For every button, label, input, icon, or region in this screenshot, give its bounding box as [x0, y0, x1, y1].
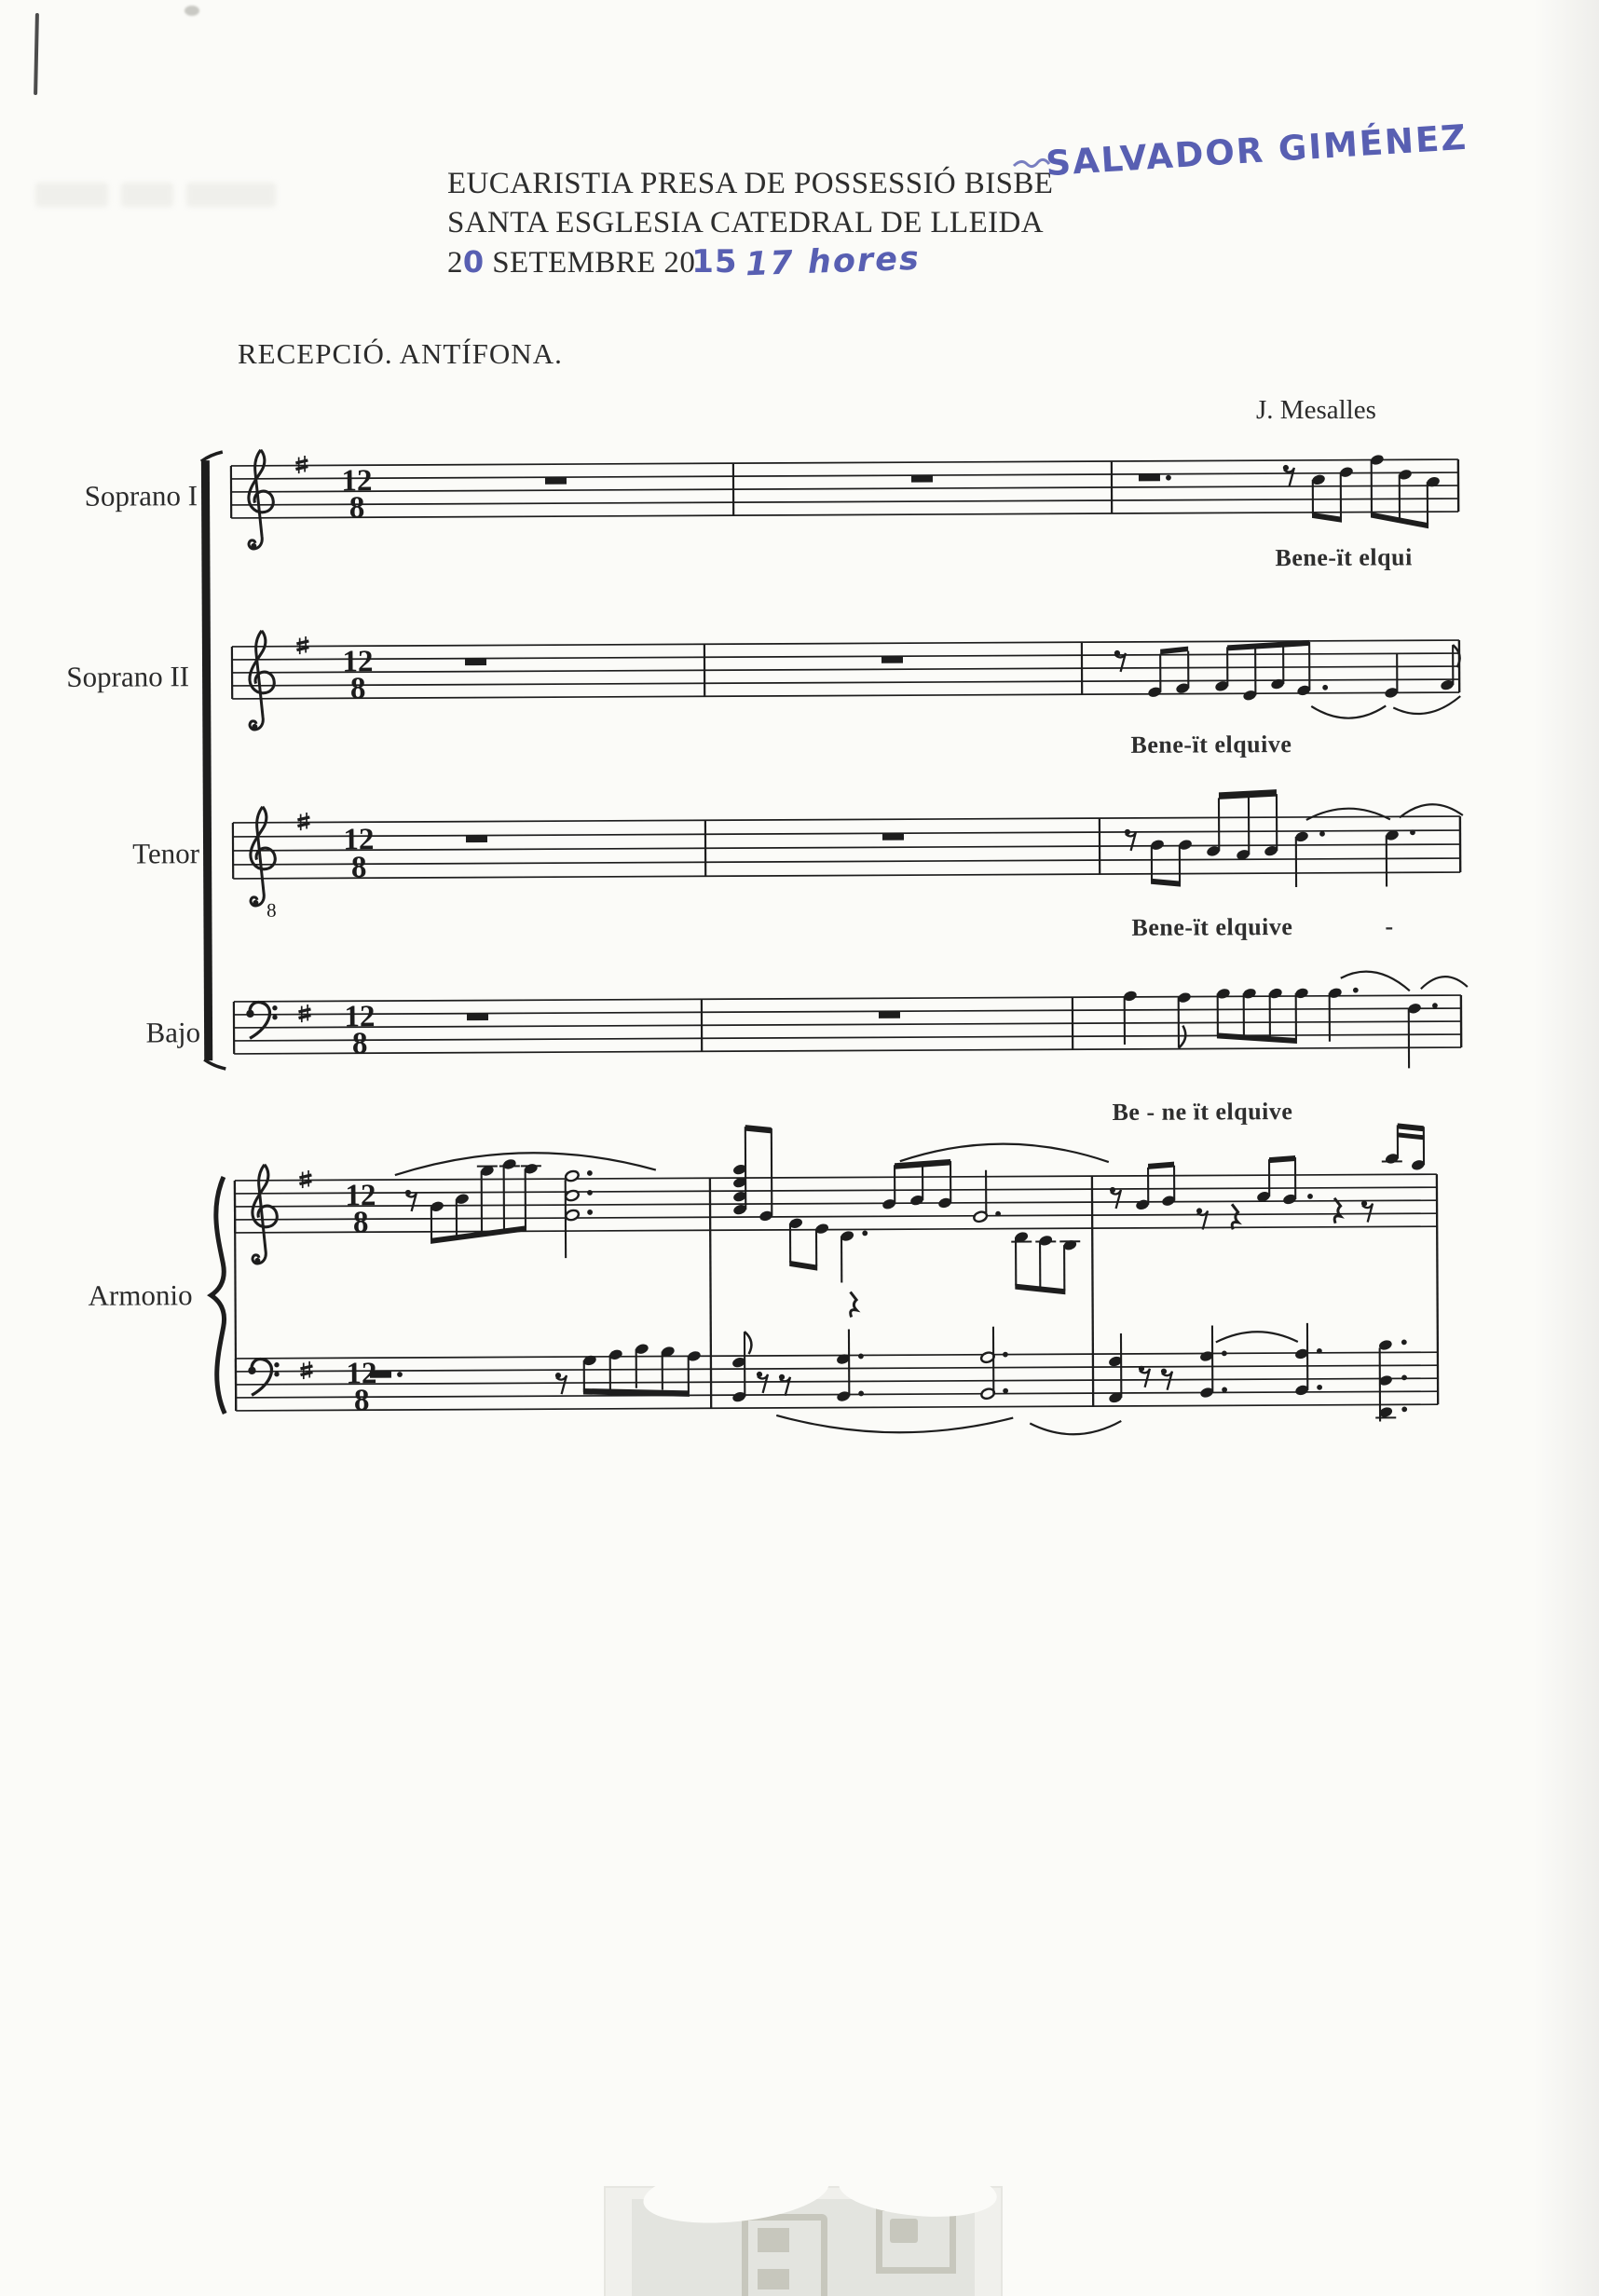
timesig-bottom: 8: [350, 851, 367, 885]
part-label-tenor: Tenor: [132, 837, 200, 870]
handwritten-bishop-name: SALVADOR GIMÉNEZ: [1045, 116, 1469, 184]
section-title: RECEPCIÓ. ANTÍFONA.: [238, 337, 563, 370]
score-svg: [0, 403, 1599, 1576]
timesig-top: 12: [346, 1357, 377, 1391]
timesig-top: 12: [342, 645, 374, 679]
timesig-bottom: 8: [353, 1384, 370, 1418]
part-label-soprano2: Soprano II: [66, 660, 190, 693]
date-prefix: 2: [447, 246, 463, 280]
film-strip-icon: [742, 2214, 827, 2296]
header-title-line2: SANTA ESGLESIA CATEDRAL DE LLEIDA: [447, 206, 1044, 239]
composer-credit: J. Mesalles: [1256, 395, 1376, 425]
lyric-bajo: Be - ne ït elquive: [1112, 1098, 1293, 1127]
time-signatures: [341, 464, 376, 1417]
timesig-bottom: 8: [348, 491, 365, 526]
part-label-bajo: Bajo: [145, 1016, 201, 1049]
timesig-bottom: 8: [352, 1206, 369, 1240]
header-title-line1: EUCARISTIA PRESA DE POSSESSIÓ BISBE: [447, 167, 1054, 200]
timesig-top: 12: [345, 1179, 376, 1213]
part-label-soprano1: Soprano I: [84, 479, 198, 512]
staves-and-clefs: [201, 444, 1463, 1414]
timesig-top: 12: [343, 823, 375, 857]
timesig-bottom: 8: [349, 672, 366, 706]
bleedthrough-photo: [604, 2186, 1003, 2296]
timesig-top: 12: [341, 464, 373, 499]
date-printed: SETEMBRE 20: [484, 246, 696, 280]
handwritten-time: 17 hores: [745, 239, 922, 284]
timesig-top: 12: [344, 1000, 376, 1034]
handwritten-zero: 0: [462, 244, 485, 280]
tenor-octave-mark: 8: [266, 898, 277, 922]
part-label-armonio: Armonio: [88, 1278, 193, 1312]
lyric-tenor-extension: -: [1385, 912, 1394, 940]
lyric-soprano1: Bene-ït elqui: [1275, 543, 1413, 572]
notes-and-rests: [365, 453, 1469, 1438]
lyric-tenor: Bene-ït elquive: [1131, 912, 1293, 941]
lyric-soprano2: Bene-ït elquive: [1130, 731, 1292, 758]
timesig-bottom: 8: [351, 1027, 368, 1061]
handwritten-year: 15: [691, 243, 738, 280]
